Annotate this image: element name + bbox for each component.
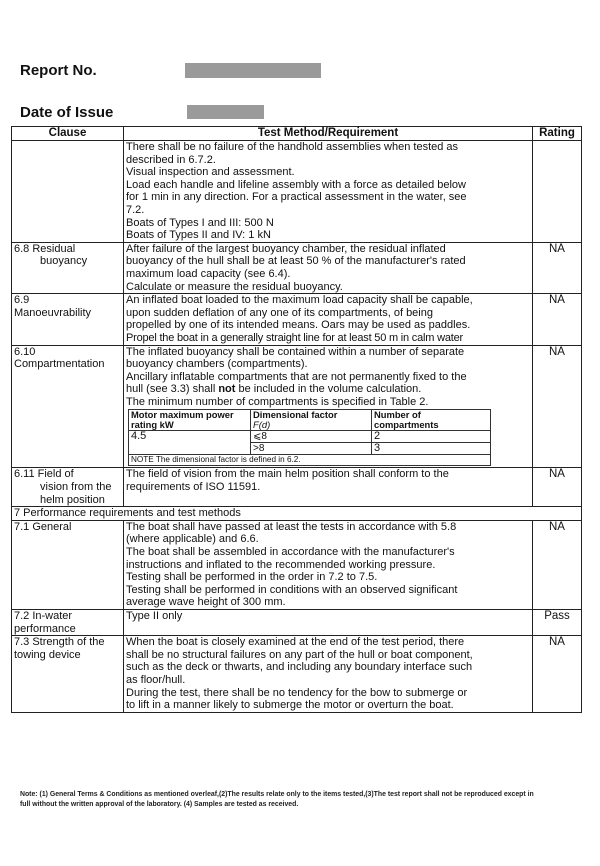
clause-column-header: Clause (12, 127, 124, 141)
requirement-line: average wave height of 300 mm. (126, 596, 286, 609)
requirement-line: upon sudden deflation of any one of its compartments, of being (126, 306, 433, 319)
motor-power-header (129, 410, 251, 431)
clause-cell (12, 242, 124, 293)
date-of-issue-redaction (187, 105, 264, 119)
requirement-line: Load each handle and lifeline assembly with a force as detailed below (126, 178, 466, 191)
table-row-handhold (12, 141, 582, 243)
footnote-line: Note: (1) General Terms & Conditions as mentioned overleaf,(2)The results relate only to the items tested,(3)The test report shall not be reproduced except in (20, 791, 534, 798)
requirement-line: to lift in a manner likely to submerge the motor or overturn the boat. (126, 699, 454, 712)
header-line: Number of (374, 409, 421, 421)
clause-line: vision from the (40, 481, 112, 494)
header-line: F(d) (253, 419, 271, 431)
clause-line: 6.10 (14, 345, 36, 358)
requirement-line: requirements of ISO 11591. (126, 481, 261, 494)
requirement-line: During the test, there shall be no tendency for the bow to submerge or (126, 686, 468, 699)
footnote-line: full without the written approval of the laboratory. (4) Samples are tested as received. (20, 801, 299, 808)
requirement-line: such as the deck or thwarts, and including any boundary interface such (126, 661, 473, 674)
requirement-cell (124, 468, 533, 507)
clause-cell (12, 636, 124, 713)
requirement-line: shall be no structural failures on any part of the hull or boat component, (126, 648, 473, 661)
header-line: rating kW (131, 419, 174, 431)
header-line: Dimensional factor (253, 409, 338, 421)
report-no-label: Report No. (20, 62, 97, 79)
requirement-cell (124, 520, 533, 609)
requirement-line: for 1 min in any direction. For a practical assessment in the water, see (126, 191, 467, 204)
table-row-residual-buoyancy (12, 242, 582, 293)
test-method-column-header: Test Method/Requirement (124, 127, 533, 141)
requirement-line: as floor/hull. (126, 673, 186, 686)
requirement-text: hull (see 3.3) shall (126, 383, 219, 396)
requirement-line: instructions and inflated to the recommended working pressure. (126, 558, 436, 571)
clause-line: Compartmentation (14, 358, 105, 371)
requirement-emphasis: not (218, 383, 236, 396)
requirement-line: propelled by one of its intended means. Oars may be used as paddles. (126, 319, 471, 332)
clause-line: 7.2 In-water (14, 610, 73, 622)
clause-cell (12, 345, 124, 468)
compartments-table (128, 409, 491, 466)
requirement-cell (124, 294, 533, 345)
requirement-line: (where applicable) and 6.6. (126, 533, 259, 546)
requirement-line: There shall be no failure of the handhold assemblies when tested as (126, 141, 459, 153)
clause-cell: 7.1 General (12, 520, 124, 609)
report-no-redaction (185, 63, 321, 78)
requirement-line: Calculate or measure the residual buoyancy. (126, 280, 343, 293)
footnote (20, 790, 580, 810)
header-line: Motor maximum power (131, 409, 234, 421)
clause-line: 6.8 Residual (14, 242, 76, 255)
clause-line: towing device (14, 648, 81, 661)
table-row-general (12, 520, 582, 609)
table-section-row (12, 507, 582, 521)
rating-cell: NA (533, 242, 582, 293)
requirement-line: Testing shall be performed in conditions with an observed significant (126, 583, 458, 596)
requirement-line: The minimum number of compartments is specified in Table 2. (126, 395, 429, 408)
compartments-header (372, 410, 491, 431)
requirement-line: maximum load capacity (see 6.4). (126, 267, 291, 280)
table-row-manoeuvrability (12, 294, 582, 345)
requirement-cell (124, 242, 533, 293)
clause-line: 6.9 (14, 294, 30, 307)
compartments-table-note-row (129, 455, 491, 466)
rating-cell: NA (533, 468, 582, 507)
rating-cell: NA (533, 345, 582, 468)
requirement-line: The field of vision from the main helm position shall conform to the (126, 468, 449, 481)
clause-line: buoyancy (40, 255, 88, 268)
requirement-line: buoyancy of the hull shall be at least 50 % of the manufacturer's rated (126, 255, 466, 268)
compartments-table-header (129, 410, 491, 431)
clause-cell (12, 141, 124, 243)
table-header-row (12, 127, 582, 141)
rating-column-header: Rating (533, 127, 582, 141)
table-row-in-water-performance (12, 610, 582, 636)
requirement-line: An inflated boat loaded to the maximum load capacity shall be capable, (126, 294, 473, 307)
compartments-table-row (129, 431, 491, 443)
requirement-cell (124, 636, 533, 713)
requirement-cell (124, 141, 533, 243)
requirement-line: The inflated buoyancy shall be contained within a number of separate (126, 345, 465, 358)
requirement-line: Propel the boat in a generally straight line for at least 50 m in calm water (126, 331, 463, 344)
requirement-cell (124, 345, 533, 468)
requirement-line: The boat shall be assembled in accordance with the manufacturer's (126, 546, 455, 559)
clause-line: Manoeuvrability (14, 306, 92, 319)
rating-cell: NA (533, 520, 582, 609)
requirement-line: Visual inspection and assessment. (126, 166, 295, 179)
clause-cell (12, 610, 124, 636)
rating-cell: NA (533, 294, 582, 345)
clause-line: helm position (40, 493, 105, 506)
requirement-line (126, 383, 530, 396)
section-title: 7 Performance requirements and test methods (12, 507, 582, 521)
motor-power-value: 4.5 (129, 431, 251, 455)
requirement-line: When the boat is closely examined at the end of the test period, there (126, 636, 465, 649)
requirement-line: Testing shall be performed in the order in 7.2 to 7.5. (126, 571, 378, 584)
rating-cell: Pass (533, 610, 582, 636)
requirement-line: The boat shall have passed at least the tests in accordance with 5.8 (126, 520, 457, 533)
dimensional-factor-value: ⩽8 (251, 431, 372, 443)
requirement-line: buoyancy chambers (compartments). (126, 358, 308, 371)
clause-line: 6.11 Field of (14, 468, 74, 481)
clause-cell (12, 468, 124, 507)
requirements-table (11, 126, 582, 713)
date-of-issue-label: Date of Issue (20, 104, 114, 121)
requirement-text: be included in the volume calculation. (235, 383, 422, 396)
requirement-line: 7.2. (126, 203, 145, 216)
compartment-count-value: 2 (372, 431, 491, 443)
requirement-line: described in 6.7.2. (126, 153, 216, 166)
dimensional-factor-header (251, 410, 372, 431)
requirement-line: Boats of Types II and IV: 1 kN (126, 229, 271, 242)
compartment-count-value: 3 (372, 443, 491, 455)
requirement-line: Ancillary inflatable compartments that are not permanently fixed to the (126, 370, 467, 383)
requirement-line: Type II only (126, 610, 183, 622)
requirement-cell (124, 610, 533, 636)
requirement-line: Boats of Types I and III: 500 N (126, 216, 274, 229)
clause-line: performance (14, 622, 76, 635)
table-row-compartmentation (12, 345, 582, 468)
compartments-table-note: NOTE The dimensional factor is defined in 6.2. (129, 455, 491, 466)
rating-cell: NA (533, 636, 582, 713)
dimensional-factor-value: >8 (251, 443, 372, 455)
clause-cell (12, 294, 124, 345)
requirement-line: After failure of the largest buoyancy chamber, the residual inflated (126, 242, 446, 255)
header-line: compartments (374, 419, 439, 431)
table-row-field-of-vision (12, 468, 582, 507)
clause-line: 7.3 Strength of the (14, 636, 105, 649)
rating-cell (533, 141, 582, 243)
table-row-towing-device (12, 636, 582, 713)
